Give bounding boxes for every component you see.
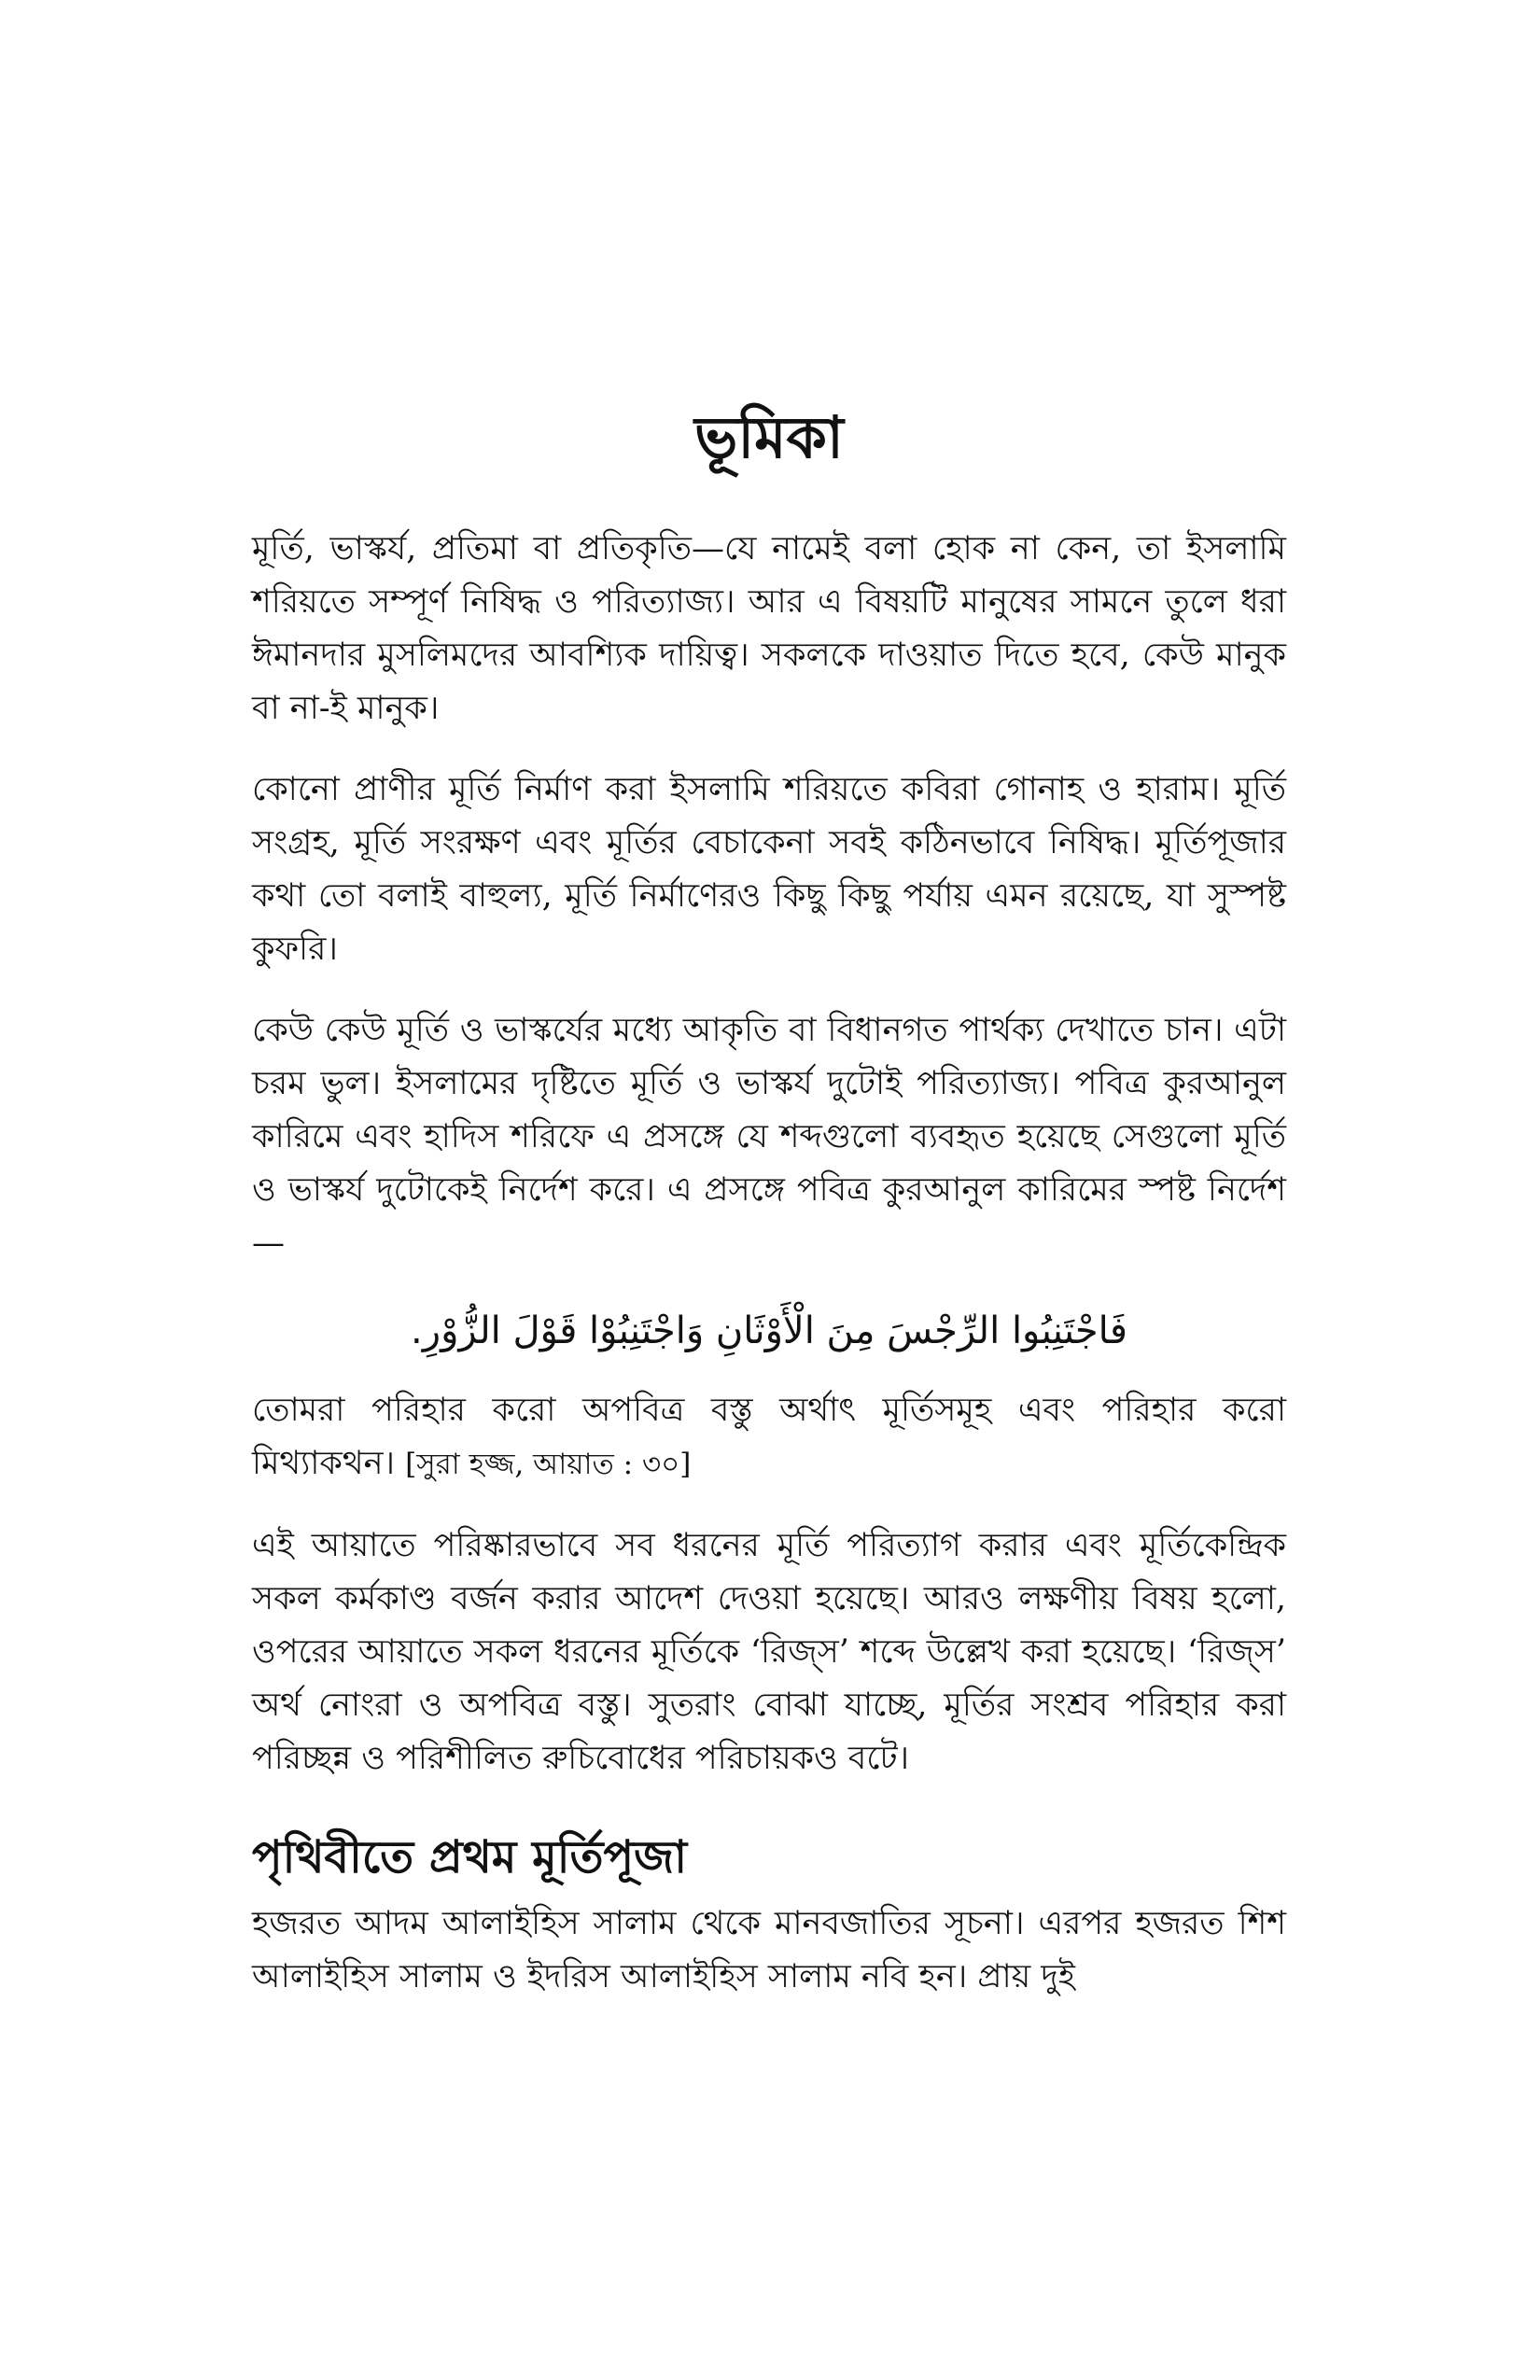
book-page <box>252 0 1286 2380</box>
paragraph-4: এই আয়াতে পরিষ্কারভাবে সব ধরনের মূর্তি পরিত্যাগ করার এবং মূর্তিকেন্দ্রিক সকল কর্মকাণ্ড বর্জন করার আদেশ দেওয়া হয়েছে। আরও লক্ষণীয় বিষয় হলো, ওপরের আয়াতে সকল ধরনের মূর্তিকে ‘রিজ্স’ শব্দে উল্লেখ করা হয়েছে। ‘রিজ্স’ অর্থ নোংরা ও অপবিত্র বস্তু। সুতরাং বোঝা যাচ্ছে, মূর্তির সংশ্রব পরিহার করা পরিচ্ছন্ন ও পরিশীলিত রুচিবোধের পরিচায়কও বটে। <box>252 1527 1286 1777</box>
arabic-verse: فَاجْتَنِبُوا الرِّجْسَ مِنَ الْأَوْثَانِ وَاجْتَنِبُوْا قَوْلَ الزُّوْرِ. <box>411 1309 1127 1352</box>
paragraph-2: কোনো প্রাণীর মূর্তি নির্মাণ করা ইসলামি শরিয়তে কবিরা গোনাহ ও হারাম। মূর্তি সংগ্রহ, মূর্তি সংরক্ষণ এবং মূর্তির বেচাকেনা সবই কঠিনভাবে নিষিদ্ধ। মূর্তিপূজার কথা তো বলাই বাহুল্য, মূর্তি নির্মাণেরও কিছু কিছু পর্যায় এমন রয়েছে, যা সুস্পষ্ট কুফরি। <box>252 771 1286 968</box>
paragraph-1: মূর্তি, ভাস্কর্য, প্রতিমা বা প্রতিকৃতি—যে নামেই বলা হোক না কেন, তা ইসলামি শরিয়তে সম্পূর্ণ নিষিদ্ধ ও পরিত্যাজ্য। আর এ বিষয়টি মানুষের সামনে তুলে ধরা ঈমানদার মুসলিমদের আবশ্যিক দায়িত্ব। সকলকে দাওয়াত দিতে হবে, কেউ মানুক বা না-ই মানুক। <box>252 530 1286 727</box>
paragraph-3: কেউ কেউ মূর্তি ও ভাস্কর্যের মধ্যে আকৃতি বা বিধানগত পার্থক্য দেখাতে চান। এটা চরম ভুল। ইসলামের দৃষ্টিতে মূর্তি ও ভাস্কর্য দুটোই পরিত্যাজ্য। পবিত্র কুরআনুল কারিমে এবং হাদিস শরিফে এ প্রসঙ্গে যে শব্দগুলো ব্যবহৃত হয়েছে সেগুলো মূর্তি ও ভাস্কর্য দুটোকেই নির্দেশ করে। এ প্রসঙ্গে পবিত্র কুরআনুল কারিমের স্পষ্ট নির্দেশ— <box>252 1012 1286 1262</box>
translation-text: তোমরা পরিহার করো অপবিত্র বস্তু অর্থাৎ মূর্তিসমূহ এবং পরিহার করো মিথ্যাকথন। <box>252 1392 1286 1482</box>
body-text <box>252 523 1286 2032</box>
verse-citation: [সুরা হজ্জ, আয়াত : ৩০] <box>405 1448 692 1481</box>
section-title: পৃথিবীতে প্রথম মূর্তিপূজা <box>252 1831 687 1883</box>
section-paragraph: হজরত আদম আলাইহিস সালাম থেকে মানবজাতির সূচনা। এরপর হজরত শিশ আলাইহিস সালাম ও ইদরিস আলাইহিস সালাম নবি হন। প্রায় দুই <box>252 1905 1286 1996</box>
chapter-title: ভূমিকা <box>694 403 844 471</box>
verse-translation <box>252 1384 1286 1491</box>
